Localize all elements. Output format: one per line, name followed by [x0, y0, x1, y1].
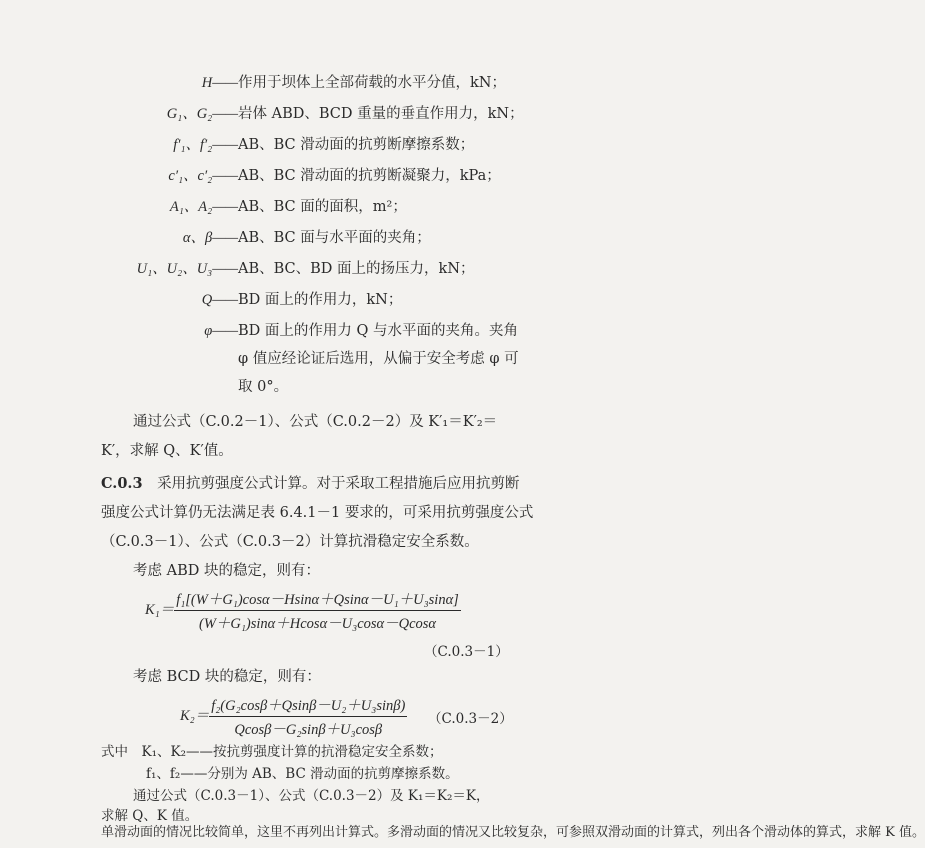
- equation-c031-fraction: [174, 588, 461, 633]
- def-text-q: BD 面上的作用力，kN；: [238, 292, 403, 308]
- equation-c032: [180, 694, 407, 739]
- abd-intro: 考虑 ABD 块的稳定，则有：: [133, 563, 320, 579]
- def-symbol-q: Q——: [201, 292, 238, 308]
- def-symbol-phi: φ——: [204, 323, 238, 339]
- solve-k-line-2: 求解 Q、K 值。: [101, 808, 199, 824]
- def-symbol-c: c′₁、c′₂——: [168, 168, 238, 184]
- equation-c032-label: （C.0.3－2）: [428, 711, 513, 727]
- section-c03-line-1: C.0.3 采用抗剪强度公式计算。对于采取工程措施后应用抗剪断: [101, 475, 520, 492]
- section-c03-line-2: 强度公式计算仍无法满足表 6.4.1－1 要求的，可采用抗剪强度公式: [101, 505, 534, 521]
- def-symbol-h: H——: [201, 75, 238, 91]
- equation-c031-numerator: f₁[(W＋G₁)cosα－Hsinα＋Qsinα－U₁＋U₃sinα]: [174, 588, 461, 611]
- equation-c031: [145, 588, 461, 633]
- def-text-c: AB、BC 滑动面的抗剪断凝聚力，kPa；: [238, 168, 501, 184]
- def-text-phi-cont-1: φ 值应经论证后选用，从偏于安全考虑 φ 可: [238, 351, 519, 367]
- section-c03-line-3: （C.0.3－1）、公式（C.0.3－2）计算抗滑稳定安全系数。: [101, 534, 479, 550]
- def-text-u: AB、BC、BD 面上的扬压力，kN；: [238, 261, 475, 277]
- def-symbol-g: G₁、G₂——: [166, 106, 238, 122]
- def-text-phi: BD 面上的作用力 Q 与水平面的夹角。夹角: [238, 323, 518, 339]
- def-symbol-angles: α、β——: [182, 230, 238, 246]
- def-symbol-a: A₁、A₂——: [169, 199, 238, 215]
- equation-c031-lhs: K₁＝: [145, 601, 175, 618]
- def-symbol-u: U₁、U₂、U₃——: [136, 261, 238, 277]
- def-text-phi-cont-2: 取 0°。: [238, 379, 289, 395]
- bcd-intro: 考虑 BCD 块的稳定，则有：: [133, 669, 321, 685]
- equation-c032-lhs: K₂＝: [180, 707, 210, 724]
- equation-c032-numerator: f₂(G₂cosβ＋Qsinβ－U₂＋U₃sinβ): [209, 694, 407, 717]
- def-text-a: AB、BC 面的面积，m²；: [238, 199, 407, 215]
- def-symbol-f: f′₁、f′₂——: [173, 137, 238, 153]
- def-text-f: AB、BC 滑动面的抗剪断摩擦系数；: [238, 137, 475, 153]
- where-line-1: 式中 K₁、K₂——按抗剪强度计算的抗滑稳定安全系数；: [101, 744, 443, 760]
- solve-kprime-line-2: K′，求解 Q、K′值。: [101, 443, 233, 459]
- equation-c032-fraction: [209, 694, 407, 739]
- section-number: C.0.3: [101, 475, 143, 492]
- equation-c031-denominator: (W＋G₁)sinα＋Hcosα－U₃cosα－Qcosα: [198, 616, 437, 632]
- solve-k-line-1: 通过公式（C.0.3－1）、公式（C.0.3－2）及 K₁＝K₂＝K，: [133, 788, 490, 804]
- solve-kprime-line-1: 通过公式（C.0.2－1）、公式（C.0.2－2）及 K′₁＝K′₂＝: [133, 414, 498, 430]
- def-text-angles: AB、BC 面与水平面的夹角；: [238, 230, 431, 246]
- def-text-g: 岩体 ABD、BCD 重量的垂直作用力，kN；: [238, 106, 524, 122]
- equation-c032-denominator: Qcosβ－G₂sinβ＋U₃cosβ: [234, 722, 383, 738]
- def-text-h: 作用于坝体上全部荷载的水平分值，kN；: [238, 75, 506, 91]
- closing-paragraph: 单滑动面的情况比较简单，这里不再列出计算式。多滑动面的情况又比较复杂，可参照双滑动面的计算式，列出各个滑动体的算式，求解 K 值。: [101, 825, 925, 840]
- where-line-2: f₁、f₂——分别为 AB、BC 滑动面的抗剪摩擦系数。: [146, 766, 459, 782]
- equation-c031-label: （C.0.3－1）: [424, 644, 509, 660]
